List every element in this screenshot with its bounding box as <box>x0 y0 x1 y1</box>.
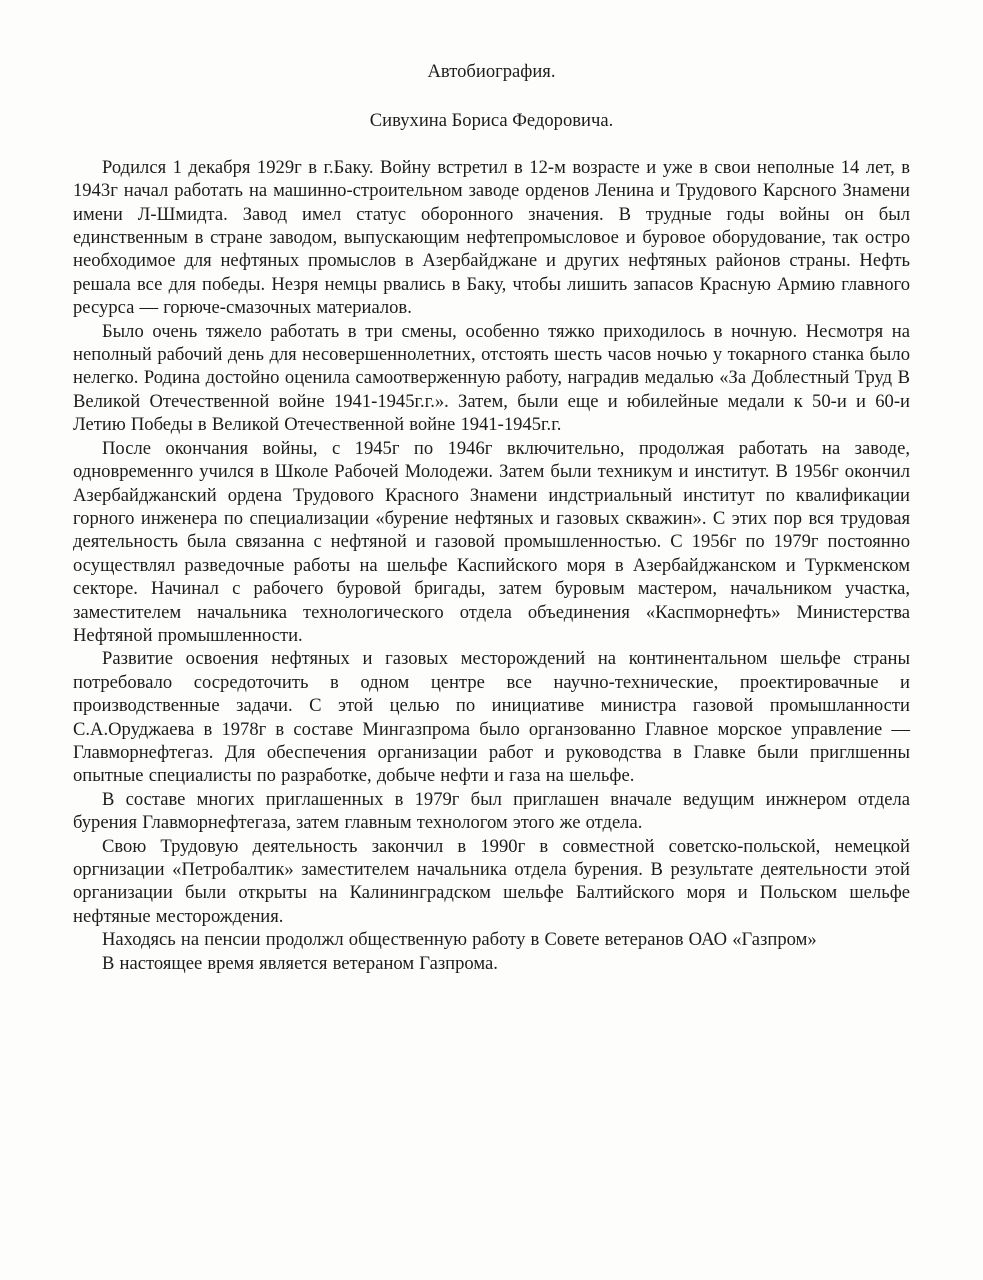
paragraph-night-shifts-and-medals: Было очень тяжело работать в три смены, особенно тяжко приходилось в ночную. Несмотря на неполный рабочий день для несовершеннолетних, отстоять шесть часов ночью у токарного станка было нелегко. Родина достойно оценила самоотверженную работу, наградив медалью «За Доблестный Труд В Великой Отечественной войне 1941-1945г.г.». Затем, были еще и юбилейные медали к 50-и и 60-и Летию Победы в Великой Отечественной войне 1941-1945г.г. <box>73 320 910 436</box>
document-title: Автобиография. <box>427 61 556 82</box>
document-body <box>73 60 910 975</box>
paragraph-education-and-career: После окончания войны, с 1945г по 1946г включительно, продолжая работать на заводе, одновременнго учился в Школе Рабочей Молодежи. Затем были техникум и институт. В 1956г окончил Азербайджанский ордена Трудового Красного Знамени индстриальный институт по квалификации горного инженера по специализации «бурение нефтяных и газовых скважин». С этих пор вся трудовая деятельность была связанна с нефтяной и газовой промышленностью. С 1956г по 1979г постоянно осуществлял разведочные работы на шельфе Каспийского моря в Азербайджанском и Туркменском секторе. Начинал с рабочего буровой бригады, затем буровым мастером, начальником участка, заместителем начальника технологического отдела объединения «Каспморнефть» Министерства Нефтяной промышленности. <box>73 437 910 646</box>
paragraph-petrobaltic: Свою Трудовую деятельность закончил в 1990г в совместной советско-польской, немецкой оргнизации «Петробалтик» заместителем начальника отдела бурения. В результате деятельности этой организации были открыты на Калининградском шельфе Балтийского моря и Польском шельфе нефтяные месторождения. <box>73 835 910 927</box>
paragraph-glavmorneftegaz: Развитие освоения нефтяных и газовых месторождений на континентальном шельфе страны потребовало сосредоточить в одном центре все научно-технические, проектировачные и производственные задачи. С этой целью по инициативе министра газовой промышланности С.А.Оруджаева в 1978г в составе Мингазпрома было органзованно Главное морское управление — Главморнефтегаз. Для обеспечения организации работ и руководства в Главке были приглшенны опытные специалисты по разработке, добыче нефти и газа на шельфе. <box>73 648 910 787</box>
paragraph-gazprom-veteran: В настоящее время является ветераном Газпрома. <box>102 952 498 974</box>
document-text <box>73 156 910 975</box>
document-subtitle: Сивухина Бориса Федоровича. <box>369 110 614 132</box>
paragraph-veterans-council: Находясь на пенсии продолжл общественную работу в Совете ветеранов ОАО «Газпром» <box>102 929 817 951</box>
paragraph-birth-and-war-work: Родился 1 декабря 1929г в г.Баку. Войну встретил в 12-м возрасте и уже в свои неполные 14 лет, в 1943г начал работать на машинно-строительном заводе орденов Ленина и Трудового Карсного Знамени имени Л-Шмидта. Завод имел статус оборонного значения. В трудные годы войны он был единственным в стране заводом, выпускающим нефтепромысловое и буровое оборудование, так остро необходимое для нефтяных промыслов в Азербайджане и других нефтяных районов страны. Нефть решала все для победы. Незря немцы рвались в Баку, чтобы лишить запасов Красную Армию главного ресурса — горюче-смазочных материалов. <box>73 156 910 319</box>
paragraph-invitation-1979: В составе многих приглашенных в 1979г был приглашен вначале ведущим инжнером отдела бурения Главморнефтегаза, затем главным технологом этого же отдела. <box>73 788 910 834</box>
